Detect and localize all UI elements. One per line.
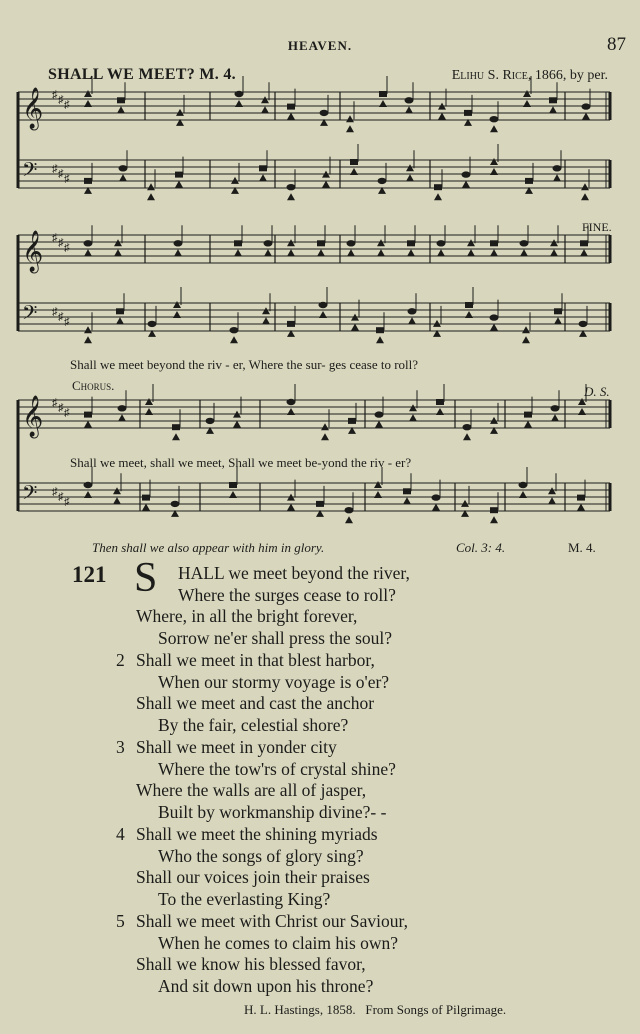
note-head	[350, 168, 358, 175]
note-head	[520, 240, 529, 246]
sharp-sign: ♯	[64, 316, 70, 328]
note-head	[287, 184, 296, 190]
ds-mark: D. S.	[584, 384, 610, 399]
note-head	[348, 418, 356, 424]
verse-line: Shall our voices join their praises	[136, 867, 370, 887]
note-head	[347, 249, 355, 256]
note-head	[490, 125, 498, 132]
verse-line: Who the songs of glory sing?	[158, 845, 364, 866]
note-head	[319, 311, 327, 318]
sharp-sign: ♯	[52, 163, 58, 175]
note-head	[351, 324, 359, 331]
note-head	[406, 174, 414, 181]
note-head	[287, 321, 295, 327]
note-head	[467, 249, 475, 256]
lyric-line-1: Shall we meet beyond the riv - er, Where the sur- ges cease to roll?	[70, 357, 419, 372]
note-head	[554, 308, 562, 314]
verse-line: When he comes to claim his own?	[158, 932, 399, 953]
note-head	[462, 181, 470, 188]
note-head	[490, 314, 499, 320]
note-head	[464, 110, 472, 116]
note-head	[229, 482, 237, 488]
note-head	[321, 423, 329, 430]
verse-line: HALL we meet beyond the river,	[178, 563, 410, 583]
note-head	[375, 411, 384, 417]
note-head	[287, 408, 295, 415]
fine-mark: FINE.	[582, 220, 612, 234]
note-head	[405, 97, 414, 103]
note-head	[173, 301, 181, 308]
note-head	[319, 302, 328, 308]
note-head	[490, 507, 498, 513]
note-head	[117, 97, 125, 103]
verse-line: Shall we meet in yonder city	[136, 737, 337, 757]
note-head	[437, 240, 446, 246]
note-head	[408, 308, 417, 314]
note-head	[147, 183, 155, 190]
verse-line: Shall we know his blessed favor,	[136, 954, 366, 974]
note-head	[378, 178, 387, 184]
note-head	[522, 336, 530, 343]
note-head	[376, 336, 384, 343]
note-head	[287, 104, 295, 110]
note-head	[523, 90, 531, 97]
sharp-sign: ♯	[64, 99, 70, 111]
note-head	[379, 91, 387, 97]
note-head	[463, 433, 471, 440]
note-head	[231, 177, 239, 184]
sharp-sign: ♯	[52, 89, 58, 101]
note-head	[206, 418, 215, 424]
verse-number: 2	[116, 650, 125, 670]
note-head	[118, 405, 127, 411]
note-head	[84, 482, 93, 488]
tune-title: SHALL WE MEET? M. 4.	[48, 66, 236, 83]
note-head	[172, 433, 180, 440]
note-head	[119, 174, 127, 181]
note-head	[524, 421, 532, 428]
note-head	[142, 495, 150, 501]
scripture-reference: Col. 3: 4.	[456, 540, 506, 555]
verse-line: Where, in all the bright forever,	[136, 606, 358, 626]
note-head	[113, 497, 121, 504]
note-head	[377, 239, 385, 246]
verse-line: And sit down upon his throne?	[158, 975, 374, 996]
lyric-line-2: Shall we meet, shall we meet, Shall we meet be-yond the riv - er?	[70, 455, 412, 470]
note-head	[235, 100, 243, 107]
note-head	[84, 90, 92, 97]
note-head	[581, 183, 589, 190]
note-head	[346, 115, 354, 122]
note-head	[176, 109, 184, 116]
note-head	[519, 491, 527, 498]
note-head	[548, 497, 556, 504]
sharp-sign: ♯	[58, 311, 64, 323]
verse-number: 3	[116, 737, 125, 757]
note-head	[433, 320, 441, 327]
verse-line: Where the walls are all of jasper,	[136, 780, 367, 800]
note-head	[142, 504, 150, 511]
note-head	[287, 113, 295, 120]
sharp-sign: ♯	[52, 232, 58, 244]
note-head	[578, 408, 586, 415]
note-head	[264, 249, 272, 256]
verse-line: Sorrow ne'er shall press the soul?	[158, 627, 393, 648]
note-head	[264, 240, 273, 246]
note-head	[551, 405, 560, 411]
note-head	[116, 317, 124, 324]
sharp-sign: ♯	[58, 402, 64, 414]
note-head	[114, 249, 122, 256]
author-credit: H. L. Hastings, 1858.	[244, 1002, 356, 1017]
note-head	[408, 317, 416, 324]
note-head	[84, 178, 92, 184]
note-head	[377, 249, 385, 256]
verse-line: Built by workmanship divine?- -	[158, 801, 387, 822]
note-head	[406, 164, 414, 171]
chorus-label: Chorus.	[72, 378, 115, 393]
note-head	[317, 240, 325, 246]
note-head	[317, 249, 325, 256]
note-head	[173, 311, 181, 318]
sharp-sign: ♯	[58, 94, 64, 106]
verse-line: Shall we meet and cast the anchor	[136, 693, 375, 713]
note-head	[436, 408, 444, 415]
note-head	[523, 100, 531, 107]
note-head	[287, 239, 295, 246]
treble-clef: 𝄞	[22, 231, 44, 272]
note-head	[230, 336, 238, 343]
note-head	[145, 398, 153, 405]
bass-clef: 𝄢	[22, 301, 38, 329]
note-head	[582, 103, 591, 109]
note-head	[437, 249, 445, 256]
note-head	[259, 165, 267, 171]
note-head	[374, 491, 382, 498]
note-head	[403, 488, 411, 494]
note-head	[438, 113, 446, 120]
note-head	[434, 193, 442, 200]
note-head	[490, 158, 498, 165]
meter-label: M. 4.	[568, 540, 596, 555]
note-head	[321, 433, 329, 440]
note-head	[582, 113, 590, 120]
note-head	[287, 399, 296, 405]
note-head	[234, 240, 242, 246]
composer-name: Elihu S. Rice	[451, 68, 528, 83]
note-head	[379, 100, 387, 107]
note-head	[554, 317, 562, 324]
note-head	[84, 412, 92, 418]
note-head	[525, 178, 533, 184]
bass-clef: 𝄢	[22, 158, 38, 186]
note-head	[581, 193, 589, 200]
bass-clef: 𝄢	[22, 481, 38, 509]
sharp-sign: ♯	[64, 407, 70, 419]
drop-cap: S	[134, 555, 158, 601]
note-head	[553, 165, 562, 171]
note-head	[580, 249, 588, 256]
composer-rest: , 1866, by per.	[527, 68, 608, 83]
note-head	[148, 321, 157, 327]
note-head	[577, 504, 585, 511]
note-head	[524, 412, 532, 418]
treble-clef: 𝄞	[22, 88, 44, 129]
note-head	[580, 240, 588, 246]
note-head	[462, 171, 471, 177]
note-head	[84, 326, 92, 333]
note-head	[577, 495, 585, 501]
note-head	[174, 240, 183, 246]
note-head	[262, 307, 270, 314]
note-head	[490, 249, 498, 256]
note-head	[549, 106, 557, 113]
note-head	[322, 181, 330, 188]
note-head	[262, 317, 270, 324]
note-head	[465, 311, 473, 318]
treble-clef: 𝄞	[22, 396, 44, 437]
sharp-sign: ♯	[64, 173, 70, 185]
verse-line: To the everlasting King?	[158, 888, 331, 909]
note-head	[432, 504, 440, 511]
note-head	[116, 308, 124, 314]
note-head	[490, 516, 498, 523]
page-number: 87	[607, 34, 626, 55]
note-head	[551, 414, 559, 421]
verse-line: Where the surges cease to roll?	[178, 584, 396, 605]
note-head	[549, 97, 557, 103]
note-head	[375, 421, 383, 428]
note-head	[113, 487, 121, 494]
note-head	[550, 249, 558, 256]
sharp-sign: ♯	[58, 168, 64, 180]
note-head	[171, 501, 180, 507]
sharp-sign: ♯	[58, 491, 64, 503]
note-head	[84, 240, 93, 246]
note-head	[235, 91, 244, 97]
sharp-sign: ♯	[64, 496, 70, 508]
running-header: HEAVEN.	[287, 38, 353, 53]
note-head	[172, 424, 180, 430]
note-head	[261, 96, 269, 103]
sharp-sign: ♯	[52, 486, 58, 498]
note-head	[490, 116, 499, 122]
sharp-sign: ♯	[58, 237, 64, 249]
note-head	[114, 239, 122, 246]
note-head	[230, 327, 239, 333]
note-head	[117, 106, 125, 113]
sharp-sign: ♯	[52, 306, 58, 318]
note-head	[229, 491, 237, 498]
note-head	[461, 500, 469, 507]
note-head	[84, 249, 92, 256]
note-head	[553, 174, 561, 181]
note-head	[519, 482, 528, 488]
note-head	[347, 240, 356, 246]
verse-line: Where the tow'rs of crystal shine?	[158, 758, 396, 779]
note-head	[119, 165, 128, 171]
verse-number: 4	[116, 824, 125, 844]
note-head	[490, 324, 498, 331]
note-head	[405, 106, 413, 113]
note-head	[175, 172, 183, 178]
note-head	[345, 516, 353, 523]
note-head	[409, 414, 417, 421]
note-head	[467, 239, 475, 246]
note-head	[520, 249, 528, 256]
note-head	[261, 106, 269, 113]
source-credit: From Songs of Pilgrimage.	[365, 1002, 507, 1017]
note-head	[432, 494, 441, 500]
note-head	[145, 408, 153, 415]
note-head	[84, 491, 92, 498]
verse-line: Shall we meet with Christ our Saviour,	[136, 911, 408, 931]
note-head	[403, 497, 411, 504]
note-head	[316, 501, 324, 507]
note-head	[259, 174, 267, 181]
verse-line: Shall we meet in that blest harbor,	[136, 650, 375, 670]
note-head	[84, 100, 92, 107]
note-head	[234, 249, 242, 256]
note-head	[579, 321, 588, 327]
note-head	[465, 302, 473, 308]
note-head	[409, 404, 417, 411]
note-head	[287, 249, 295, 256]
verse-number: 5	[116, 911, 125, 931]
note-head	[350, 159, 358, 165]
note-head	[320, 110, 329, 116]
note-head	[287, 504, 295, 511]
sharp-sign: ♯	[64, 242, 70, 254]
note-head	[345, 507, 354, 513]
sharp-sign: ♯	[52, 397, 58, 409]
note-head	[118, 414, 126, 421]
note-head	[175, 181, 183, 188]
note-head	[174, 249, 182, 256]
note-head	[84, 336, 92, 343]
hymn-credit	[244, 1002, 506, 1018]
note-head	[434, 184, 442, 190]
verse-line: When our stormy voyage is o'er?	[158, 671, 390, 692]
note-head	[374, 481, 382, 488]
note-head	[147, 193, 155, 200]
note-head	[550, 239, 558, 246]
note-head	[376, 327, 384, 333]
note-head	[346, 125, 354, 132]
note-head	[490, 168, 498, 175]
note-head	[233, 421, 241, 428]
note-head	[490, 417, 498, 424]
note-head	[436, 399, 444, 405]
note-head	[548, 487, 556, 494]
verse-line: Shall we meet the shining myriads	[136, 824, 378, 844]
verse-line: By the fair, celestial shore?	[158, 714, 349, 735]
scripture-text: Then shall we also appear with him in glory.	[92, 540, 325, 555]
hymn-number: 121	[72, 562, 107, 587]
note-head	[84, 421, 92, 428]
note-head	[463, 424, 472, 430]
note-head	[407, 249, 415, 256]
note-head	[407, 240, 415, 246]
note-head	[490, 240, 498, 246]
note-head	[522, 326, 530, 333]
note-head	[287, 193, 295, 200]
